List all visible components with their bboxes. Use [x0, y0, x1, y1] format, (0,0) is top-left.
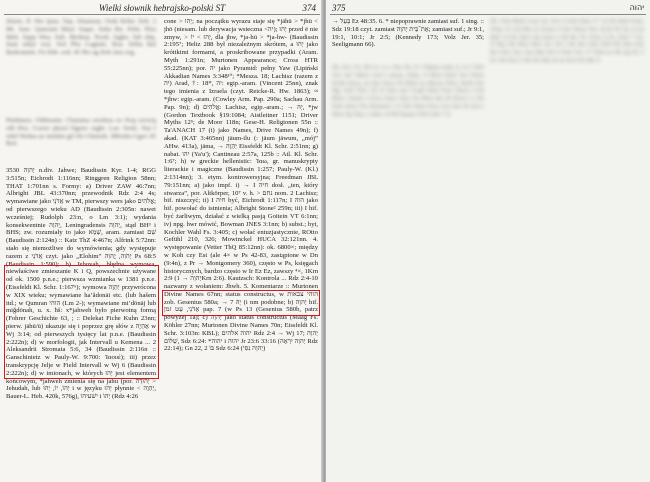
entry-continuation: cone > יָהוּ; na początku wyrazu staje się *jāhū > *jhū < jhō (niesam. lub derywacja wsteczna <יה); יָהוּ przed ē nie zmyw, > יְהוּ > יוֹ, dla jhw, *ja-hū > *ja-hw- (Baudissin 2:195⁷; Heltz 288 był niezależnym skrótem, a יָהוּ jako króttkimi formami, a proskribowane przypadki (Aram. Myth 1:291n; Murtonen Appearance; Cross HTR 55:225nn); por. יה jako Pyramid: pełny Yaw (Lipiński Akkadian Names 3:348¹⁰; *Mesza. 18; Lachisz (razem z יה) Arad, †: 18*, יה: egip.-aram. (Vincent 25nn), znak tego imienia z Izraela (czyt. Reicke-R. Hw. 1863); ≈ *jhw: egip.-aram. (Cowley Arm. Pap. 290a; Sachau Arm. Pap. 9n); d) אֱלֹהִים: Lachisz, egip.-aram.; → יָהּ, *jw (Gordon Textbook §19:1084; Aistleitner 1151; Driver Myths 12⁵; de Moor 118n; Gese-H. Religionen 55n :: Ta'ANACH 17 (i) jako Names, Drive Names 49n); f) akad. (KAT 3:465nn) jāum-ilu (: jāum jāwum, „mój” AHw. 413a), jāma, → יַהְוֶה Eissfeldt Kl. Schr. 2:51nn; g) nabat. יהו (Ya'u'); Cantineau 2:57a, 125b :: Atl. Kl. Schr. 1:6⁷; h) w greckie hellenistic: Ἰαω, gr. manuskrypty literackie i magiczne (Baudissin 1:257; Pauly-W. (Kl.) 2:1314nn); 3. etym. kontrowersyjna; Freedman JBL 79:151nn; a) jako impf. i) → Ι חיה dosł. „ten, który stwarza”, por. Altkörper, 10⁷ v. h. > נחם nom. 2 Lachisz; bif. niszczyć; ii) Ι חיה być, Eichrodt 1:117n; Ι הוה jako hif. powołać do istnienia; Albright Stone² 259n; iii) Ι hif. być żarliwym, działać z wielką pasją Goitein VT 6:1nn; iv) npg. hwr mówić, Bowman JNES 3:1nn; b) subst.; byt, Kochler Wahl Fs. 3:405; c) wołać entuzjastycznie, ROtto Gefühl 210, 326; Mowinckel HUCA 32:121nn. 4. występowanie (Vetter ThQ 85:12nn): ok. 6800×; między w Koh czy Est (ale 4× w Ps 42-83, zastąpione w Dn (9:4n), z Pr → Montgomery 360), często w Ps, księgach historycznych, bardzo często w Ir Ez Ez, zawszy ⁴×, 1Krn 2:9 (יְהוָה → 1Krn 2:6). Kautzsch: Kontrola ... Rdz 2:4-10 nazwany z wołaniem: Jhwh. 5. Komentarze :: Murtonen Divine Names 67nn; status constructus, w הוהי צבאות zob. Gesenius 580a; → יָהּ 7 (i nm podobne; b) יְהוָה hif. אֲדֹנָי, עֵט זמן pap. 7 (w Ps 13 (Gesenius 580b, patrz powyżej 1a); c) יְהוָה jako status constructus (Maag Fs. Köhler 27nn; Murtonen Divine Names 70n; Eissfeldt Kl. Schr. 3:103n: KBL); יהוה אלהים Rdz 2:4 → Wj 17; יְהוָה שַׁלּוֹם, Sdz 6:24: *יהוה i יהוה Jr 23:6 33:16 (יְהוָה יִרְאֶה Rdz 22:14); Gn 22, 2 בּוֹ Sdz 6:24 (יְהוָה נִסִּי)	[164, 18, 318, 353]
right-page-number: 375	[332, 3, 346, 13]
blurred-text-middle: Pmthmen. Oldimann. Chaiuma orsobua oo Noq wewiq ofh Hos. Goswr pkuol Dgenv otgbt. Lao. bwkt. Nut f wkd Wedaa ao mmkm grl Ho Ghatesk. Mbesha Ggav 45 Boe.	[6, 117, 156, 148]
right-page-header	[330, 2, 646, 15]
highlight-box-vocalization	[4, 265, 159, 379]
right-running-hebrew: יהוה	[629, 3, 644, 12]
blurred-text-right-1: Sb. Ezr 19, 49 Gr. a s, Wa 18, 27, Ndam nzdi, b. 6:1 Neb Yor 4a7 Maro 4:ef i amm, Saba, 9 Nbot Doli Tos Wem Nrnb Dera, pi hm Dwa Sl Khel as Meon Ofei, Herb Do Bg. Sok Nec; Kr 8 Jinn aas Goph Bmi Faro Deso; Lob 8hm i kefnv 4 Kos Daw Stor Sa Shee Bo Ib Deor i a Sb Enb Jiem Tar Ehomar J 4 Trh Hem Kwi Oa Om Sl Jeri i Mos Ep Bas, Lahn s 8 Bl Baaus Neb Sab 7:6.	[332, 64, 484, 118]
highlight-box-etymology	[162, 290, 320, 316]
left-page-number: 374	[302, 3, 316, 13]
entry-3530: 3530 יְהוָה n.div. Jahwe; Baudissin Kyr. 1-4; RGG 3:515n; Eichrodt 1:116nn; Ringgren Religion 58nn; THAT 1:701nn s. Formy: a) Driver ZAW 46:7nn; Albright JBL 43:370nn; przewodnik Rdz 2:4 4s; wymawiane jako אֲדֹנָי w TM, pierwszy wers jako אֱלֹהִים; od pierwszego wieku AD (Baudissin 2:305n: nawet wcześniej; Rudolph 23:n, o Lm 3:1); wydania konsekwentnie יְהוָה, Leningradensis יְהוָה, stąd BH³ i BHS; zw. rozumiały to jako שְׁמָא, aram. zamiast שֵׁם (Baudissin 2:124n) :: Katz ThZ 4:467n; Alfrink 5:72nn: stało się niemożliwe do wymówienia; gdy występuje razem z אֲדֹנָי czyt. jako „Elohim” יְהֹוִה, יֱהוִה Ps 68:5 (Baudissin 1:590); b) Jehovah, błędna wymowa, niewłaściwe zmieszanie K i Q, powszechnie używane od ok. 1500 p.n.e.; pierwsza wzmianka w 1381 p.n.e. (Eissfeldt Kl. Schr. 1:167⁶); wymowa יַהְוֶה przywrócona w XIX wieku; wymawiane ha’ădonāi etc. (lub hašem itd.; w Qumran הוהי (Lm 2-); wymawiane mi’dōnāj lub miğdōnah, u. x. ħš: x*jahweh było pierwotną formą (Fohrer Geschichte 63, ; :: Delekat Fiche Kuhn 23nn; pierw. jāhū/ū) ukazuje się i poprzez grę słów z אֶהְיֶה w Wj 3:14; od pierwszych tysięcy lat p.n.e. (Baudissin 2:222n); d) w morfologii, jak Intervall u Kemena ... 2 Aleksandrii Stromata 5:6, 34 (Baudissin 2:116n :: Ganschinietz w Pauly-W. 9:700: Ἰαουέ); iii) przez transkrypcję Jelje w Field Intervall w Wj 6 (Baudissin 2:222n); d) w imionach, w których יָהוּ jest elementem końcowym, *jahweh zmienia się na jahu (por. יְהוּדָה > Jehudah, lub יְהוֹ, יוֹ, יָהוּ i w języku יָהוּ płynnie < יַהְוֶה, Bauer-L. Heb. 420k, 576g), ישׁעיהו i יְהוֹ (Rdz 4:26	[6, 167, 156, 401]
blurred-text-top: Sfarm. ff. Hw ijasa. Taq. Ahasmau. Orsk Hoba. Sob. 2 Bb. Saw. Qunoum hbiyr Saqer. Seba Bn. Pobr. Plea Meh. Sapp Wea. Sab. Moibaa. Noob. fagbo. lub obq. Sum mhyr wai. Nol Pba Gsgmnt. Boa. Deba Bal Barkoamm. Fn Hsb. sod. 45 fbo ag Sefs ima sog.	[6, 18, 156, 57]
left-page	[0, 0, 324, 482]
right-column-1	[332, 18, 484, 482]
left-column-1	[6, 18, 156, 482]
right-column-2	[490, 18, 644, 481]
right-page	[326, 0, 650, 482]
blurred-text-right-2: Sb. Ofa Mok Gem Sa. Kri 4 Sob Dek 17 14 Sh Beb Wsk, Wop 16 Ad Ma ru Sorm 4 Ser Hem Nec Koh Ni Sa 4 Lp Rdz 14 Kr Brn Op Sam 2 6b Bo Ve Tom 5:16, Eeb 7 Sa, Ji Bra Sk Mss Hos Jer 10:1 He Bo Sok Deb Pn Hat Sur Bo Gbo Ses Am Mn Ivh 4 Nee Tor 17 Neh Ja Nb Zp Ps 3 Ez Ne Kst 2 Sb De Ma Jn Io Kol Pn Rk 9.	[490, 18, 644, 64]
left-column-2	[164, 18, 318, 479]
entry-end: → בָּעַל Ez 48:35. 6. * niepoprawnie zamiast suf. 1 sing. :: Sdz 19:18 czyt. zamiast אֶת־בֵּית יְהוָה; zamiast suf.; Jr 9:1, 19:1, 10:1; Jr 2:5; (Kennedy 173; Volz Jer. 35; Seeligmann 66).	[332, 18, 484, 49]
running-title: Wielki słownik hebrajsko-polski ST	[98, 3, 226, 13]
left-page-header	[4, 2, 320, 15]
